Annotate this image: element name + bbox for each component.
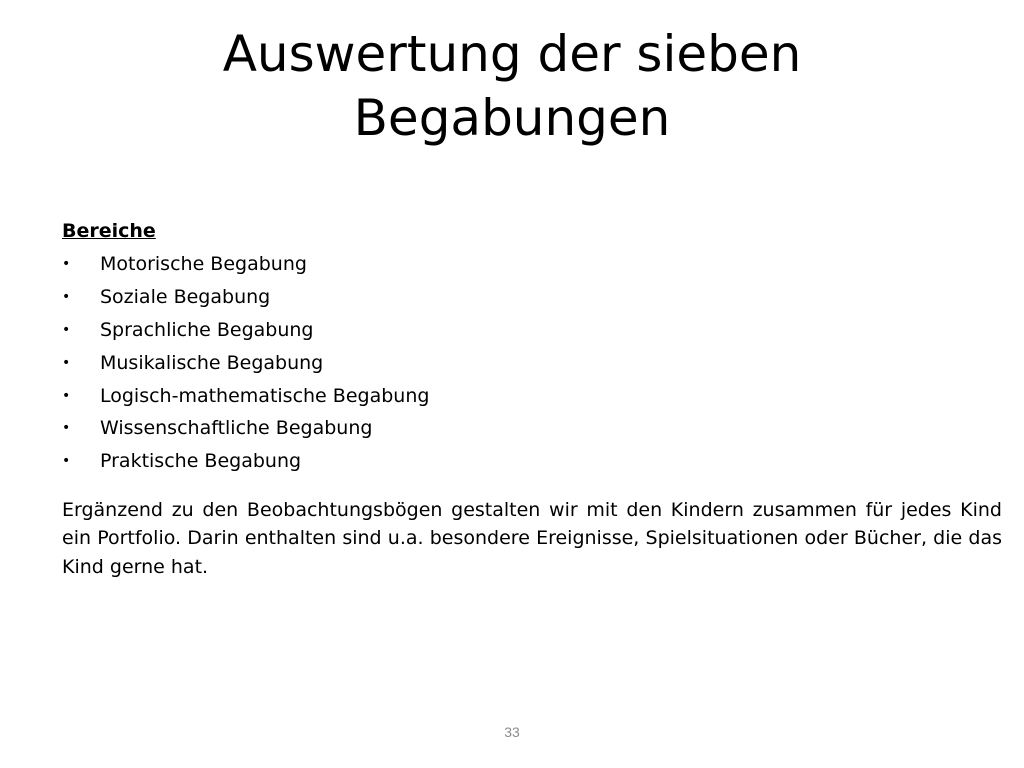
- bullet-marker: •: [62, 354, 71, 371]
- list-item: [62, 379, 1002, 412]
- list-item-label: Wissenschaftliche Begabung: [100, 417, 373, 440]
- body-paragraph: Ergänzend zu den Beobachtungsbögen gestalten wir mit den Kindern zusammen für jedes Kind ein Portfolio. Darin enthalten sind u.a. besondere Ereignisse, Spielsituationen oder Bücher, die das Kind gerne hat.: [62, 498, 1002, 578]
- bullet-marker: •: [62, 256, 71, 273]
- bullet-marker: •: [62, 420, 71, 437]
- list-item-label: Sprachliche Begabung: [100, 318, 314, 341]
- list-item-label: Logisch-mathematische Begabung: [100, 384, 430, 407]
- slide-title: Auswertung der sieben Begabungen: [222, 25, 802, 147]
- slide-content: [62, 216, 1002, 581]
- bullet-marker: •: [62, 453, 71, 470]
- list-item: [62, 346, 1002, 379]
- list-item-label: Motorische Begabung: [100, 253, 307, 276]
- bullet-marker: •: [62, 321, 71, 338]
- list-item: [62, 281, 1002, 314]
- list-item: [62, 412, 1002, 445]
- list-item-label: Soziale Begabung: [100, 286, 271, 309]
- page-number: 33: [504, 724, 520, 740]
- list-item: [62, 445, 1002, 478]
- list-item-label: Musikalische Begabung: [100, 351, 324, 374]
- bullet-marker: •: [62, 387, 71, 404]
- section-heading: Bereiche: [62, 220, 156, 242]
- list-item-label: Praktische Begabung: [100, 450, 302, 473]
- list-item: [62, 314, 1002, 347]
- list-item: [62, 248, 1002, 281]
- bullet-marker: •: [62, 289, 71, 306]
- bullet-list: [62, 248, 1002, 478]
